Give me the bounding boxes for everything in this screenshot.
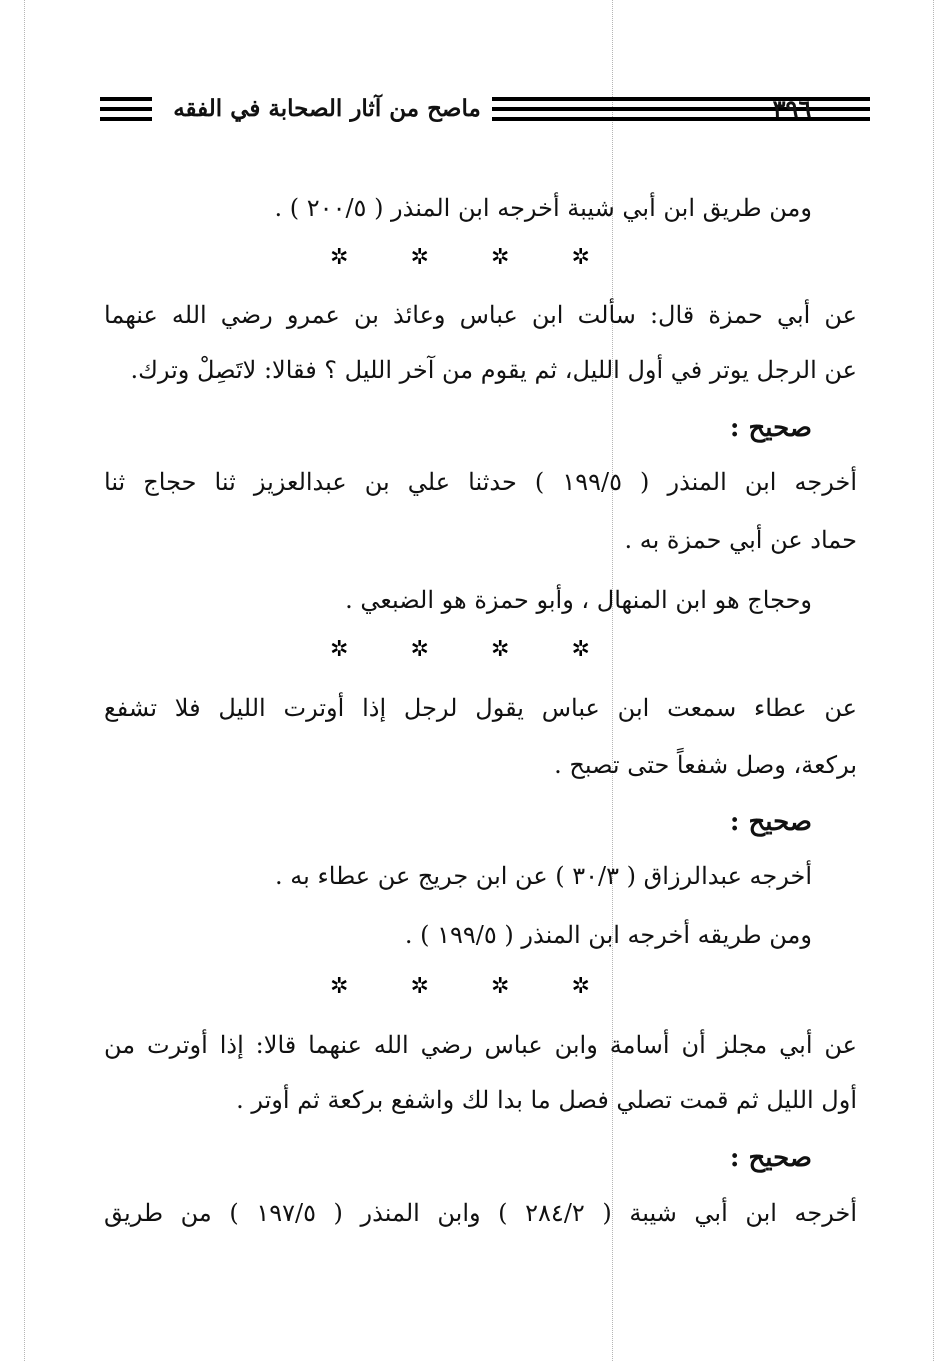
text-line: عن الرجل يوتر في أول الليل، ثم يقوم من آخر الليل ؟ فقالا: لاتَصِلْ وترك.: [130, 356, 857, 384]
running-header: [100, 94, 870, 124]
section-separator: [330, 635, 590, 665]
grading-heading: صحيح :: [729, 807, 812, 837]
asterism-icon: ✲: [330, 637, 349, 662]
asterism-icon: ✲: [571, 245, 590, 270]
text-line: ومن طريق ابن أبي شيبة أخرجه ابن المنذر ( ٢٠٠/٥ ) .: [274, 194, 812, 222]
asterism-icon: ✲: [410, 974, 429, 999]
grading-heading: صحيح :: [729, 1143, 812, 1173]
text-line-content: أخرجه ابن أبي شيبة ( ٢٨٤/٢ ) وابن المنذر ( ١٩٧/٥ ) من طريق: [104, 1199, 857, 1227]
asterism-icon: ✲: [491, 245, 510, 270]
text-line: حماد عن أبي حمزة به .: [624, 526, 857, 554]
asterism-icon: ✲: [330, 245, 349, 270]
asterism-icon: ✲: [410, 245, 429, 270]
text-line: [104, 1025, 857, 1065]
asterism-icon: ✲: [571, 974, 590, 999]
text-line: [104, 295, 857, 335]
page-number: ٣٩٦: [772, 94, 812, 123]
section-separator: [330, 972, 590, 1002]
text-line-content: عن أبي مجلز أن أسامة وابن عباس رضي الله عنهما قالا: إذا أوترت من: [104, 1031, 857, 1059]
asterism-icon: ✲: [330, 974, 349, 999]
asterism-icon: ✲: [491, 974, 510, 999]
header-rule-left: [100, 97, 152, 121]
grading-heading: صحيح :: [729, 413, 812, 443]
text-line: [104, 462, 857, 502]
header-rule-right: [820, 97, 870, 121]
text-line: ومن طريقه أخرجه ابن المنذر ( ١٩٩/٥ ) .: [404, 921, 812, 949]
text-line: وحجاج هو ابن المنهال ، وأبو حمزة هو الضبعي .: [345, 586, 812, 614]
text-line: أول الليل ثم قمت تصلي فصل ما بدا لك واشفع بركعة ثم أوتر .: [236, 1086, 857, 1114]
header-title: ماصح من آثار الصحابة في الفقه: [173, 95, 481, 122]
asterism-icon: ✲: [571, 637, 590, 662]
text-line-content: عن عطاء سمعت ابن عباس يقول لرجل إذا أوترت الليل فلا تشفع: [104, 694, 857, 722]
text-line: أخرجه عبدالرزاق ( ٣٠/٣ ) عن ابن جريج عن عطاء به .: [275, 862, 812, 890]
asterism-icon: ✲: [491, 637, 510, 662]
scan-artifact-line: [24, 0, 25, 1361]
text-line: [104, 688, 857, 728]
asterism-icon: ✲: [410, 637, 429, 662]
text-line-content: أخرجه ابن المنذر ( ١٩٩/٥ ) حدثنا علي بن عبدالعزيز ثنا حجاج ثنا: [104, 468, 857, 496]
text-line: [104, 1193, 857, 1233]
section-separator: [330, 243, 590, 273]
text-line: بركعة، وصل شفعاً حتى تصبح .: [554, 751, 857, 779]
text-line-content: عن أبي حمزة قال: سألت ابن عباس وعائذ بن عمرو رضي الله عنهما: [104, 301, 857, 329]
scan-artifact-line: [933, 0, 934, 1361]
